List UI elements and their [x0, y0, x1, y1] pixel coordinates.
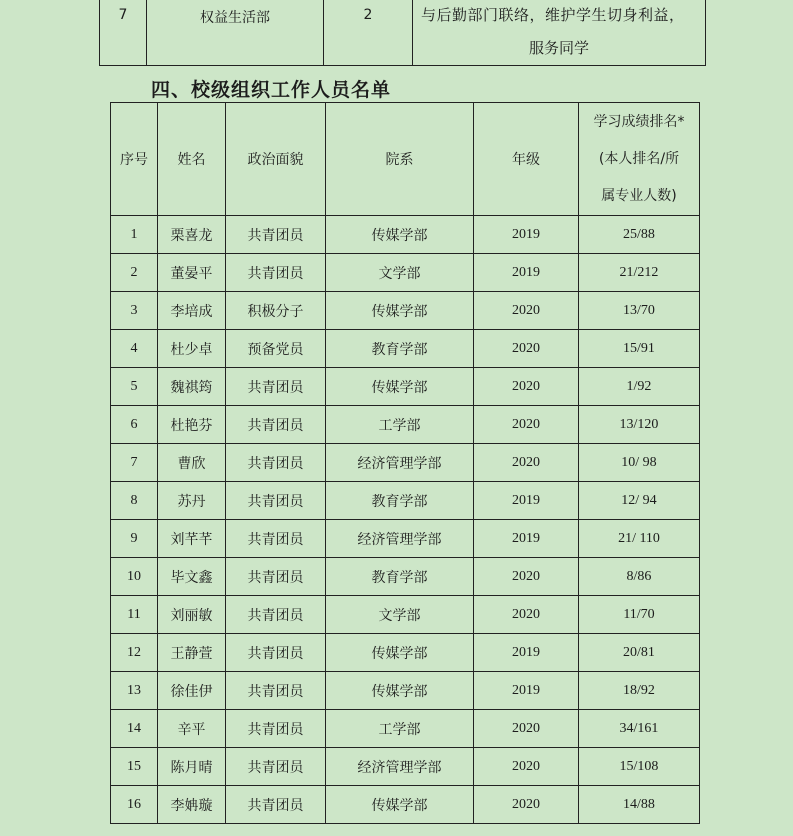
- table-row: [111, 748, 700, 786]
- cell-name: 栗喜龙: [158, 216, 226, 254]
- cell-political: 共青团员: [226, 368, 326, 406]
- cell-seq: 1: [111, 216, 158, 254]
- cell-rank: 13/120: [579, 406, 700, 444]
- cell-dept: 文学部: [326, 596, 474, 634]
- cell-dept: 教育学部: [326, 558, 474, 596]
- cell-political: 共青团员: [226, 254, 326, 292]
- cell-grade: 2019: [474, 216, 579, 254]
- section-title: 四、校级组织工作人员名单: [151, 79, 392, 101]
- table-row: [100, 0, 706, 66]
- cell-name: 李姌璇: [158, 786, 226, 824]
- table-row: [111, 368, 700, 406]
- cell-seq: 13: [111, 672, 158, 710]
- cell-rank: 25/88: [579, 216, 700, 254]
- cell-grade: 2020: [474, 710, 579, 748]
- cell-seq: 7: [111, 444, 158, 482]
- cell-dept: 传媒学部: [326, 672, 474, 710]
- staff-list-table: [110, 102, 700, 824]
- cell-rank: 15/108: [579, 748, 700, 786]
- cell-grade: 2020: [474, 292, 579, 330]
- cell-name: 董晏平: [158, 254, 226, 292]
- cell-rank: 14/88: [579, 786, 700, 824]
- description-line-1: 与后勤部门联络，维护学生切身利益，: [421, 6, 685, 24]
- cell-rank: 20/81: [579, 634, 700, 672]
- cell-grade: 2020: [474, 330, 579, 368]
- cell-rank: 10/ 98: [579, 444, 700, 482]
- cell-seq: 11: [111, 596, 158, 634]
- table-row: [111, 330, 700, 368]
- header-rank: [579, 103, 700, 216]
- cell-name: 杜艳芬: [158, 406, 226, 444]
- cell-rank: 11/70: [579, 596, 700, 634]
- cell-rank: 18/92: [579, 672, 700, 710]
- cell-political: 共青团员: [226, 558, 326, 596]
- table-row: [111, 672, 700, 710]
- cell-political: 共青团员: [226, 710, 326, 748]
- cell-dept: 教育学部: [326, 482, 474, 520]
- cell-name: 陈月晴: [158, 748, 226, 786]
- cell-rank: 21/ 110: [579, 520, 700, 558]
- department-name: 权益生活部: [147, 0, 324, 66]
- cell-name: 王静萱: [158, 634, 226, 672]
- cell-grade: 2020: [474, 748, 579, 786]
- table-row: [111, 444, 700, 482]
- cell-seq: 6: [111, 406, 158, 444]
- cell-grade: 2020: [474, 558, 579, 596]
- header-political: 政治面貌: [226, 103, 326, 216]
- cell-grade: 2020: [474, 596, 579, 634]
- table-row: [111, 596, 700, 634]
- cell-dept: 工学部: [326, 710, 474, 748]
- cell-name: 魏祺筠: [158, 368, 226, 406]
- table-row: [111, 634, 700, 672]
- table-row: [111, 292, 700, 330]
- cell-political: 共青团员: [226, 672, 326, 710]
- cell-grade: 2020: [474, 368, 579, 406]
- cell-grade: 2019: [474, 520, 579, 558]
- row-number: 7: [100, 0, 147, 66]
- cell-seq: 15: [111, 748, 158, 786]
- header-rank-line-2: (本人排名/所: [598, 150, 680, 167]
- cell-grade: 2020: [474, 786, 579, 824]
- table-row: [111, 216, 700, 254]
- cell-political: 共青团员: [226, 444, 326, 482]
- cell-seq: 5: [111, 368, 158, 406]
- cell-rank: 13/70: [579, 292, 700, 330]
- cell-political: 共青团员: [226, 596, 326, 634]
- cell-name: 徐佳伊: [158, 672, 226, 710]
- header-seq: 序号: [111, 103, 158, 216]
- cell-rank: 1/92: [579, 368, 700, 406]
- cell-seq: 10: [111, 558, 158, 596]
- cell-dept: 传媒学部: [326, 292, 474, 330]
- cell-grade: 2019: [474, 482, 579, 520]
- cell-dept: 经济管理学部: [326, 520, 474, 558]
- cell-dept: 经济管理学部: [326, 748, 474, 786]
- description-line-2: 服务同学: [528, 39, 589, 57]
- cell-dept: 工学部: [326, 406, 474, 444]
- staff-table-body: [111, 216, 700, 824]
- cell-name: 刘丽敏: [158, 596, 226, 634]
- cell-political: 预备党员: [226, 330, 326, 368]
- cell-name: 刘芊芊: [158, 520, 226, 558]
- cell-political: 共青团员: [226, 786, 326, 824]
- table-row: [111, 786, 700, 824]
- cell-name: 杜少卓: [158, 330, 226, 368]
- table-row: [111, 558, 700, 596]
- cell-seq: 12: [111, 634, 158, 672]
- member-count: 2: [324, 0, 413, 66]
- cell-political: 共青团员: [226, 406, 326, 444]
- cell-political: 共青团员: [226, 482, 326, 520]
- cell-name: 曹欣: [158, 444, 226, 482]
- cell-seq: 14: [111, 710, 158, 748]
- cell-dept: 传媒学部: [326, 368, 474, 406]
- cell-grade: 2019: [474, 672, 579, 710]
- header-dept: 院系: [326, 103, 474, 216]
- cell-grade: 2019: [474, 634, 579, 672]
- table-row: [111, 406, 700, 444]
- header-name: 姓名: [158, 103, 226, 216]
- cell-dept: 文学部: [326, 254, 474, 292]
- department-description: [413, 0, 706, 66]
- cell-grade: 2019: [474, 254, 579, 292]
- cell-rank: 12/ 94: [579, 482, 700, 520]
- cell-dept: 传媒学部: [326, 216, 474, 254]
- cell-seq: 3: [111, 292, 158, 330]
- header-rank-line-1: 学习成绩排名*: [593, 113, 685, 130]
- cell-grade: 2020: [474, 444, 579, 482]
- cell-seq: 16: [111, 786, 158, 824]
- department-table-fragment: [99, 0, 706, 66]
- cell-seq: 2: [111, 254, 158, 292]
- header-grade: 年级: [474, 103, 579, 216]
- cell-dept: 经济管理学部: [326, 444, 474, 482]
- cell-political: 共青团员: [226, 748, 326, 786]
- cell-name: 辛平: [158, 710, 226, 748]
- header-rank-line-3: 属专业人数): [601, 187, 677, 204]
- cell-seq: 8: [111, 482, 158, 520]
- cell-seq: 9: [111, 520, 158, 558]
- table-row: [111, 520, 700, 558]
- cell-name: 李培成: [158, 292, 226, 330]
- cell-dept: 传媒学部: [326, 634, 474, 672]
- table-row: [111, 482, 700, 520]
- cell-rank: 21/212: [579, 254, 700, 292]
- cell-dept: 教育学部: [326, 330, 474, 368]
- table-row: [111, 254, 700, 292]
- cell-dept: 传媒学部: [326, 786, 474, 824]
- cell-political: 积极分子: [226, 292, 326, 330]
- cell-political: 共青团员: [226, 520, 326, 558]
- cell-political: 共青团员: [226, 634, 326, 672]
- cell-rank: 15/91: [579, 330, 700, 368]
- header-row: [111, 103, 700, 216]
- cell-name: 苏丹: [158, 482, 226, 520]
- table-row: [111, 710, 700, 748]
- cell-name: 毕文鑫: [158, 558, 226, 596]
- cell-grade: 2020: [474, 406, 579, 444]
- cell-rank: 34/161: [579, 710, 700, 748]
- cell-rank: 8/86: [579, 558, 700, 596]
- cell-political: 共青团员: [226, 216, 326, 254]
- cell-seq: 4: [111, 330, 158, 368]
